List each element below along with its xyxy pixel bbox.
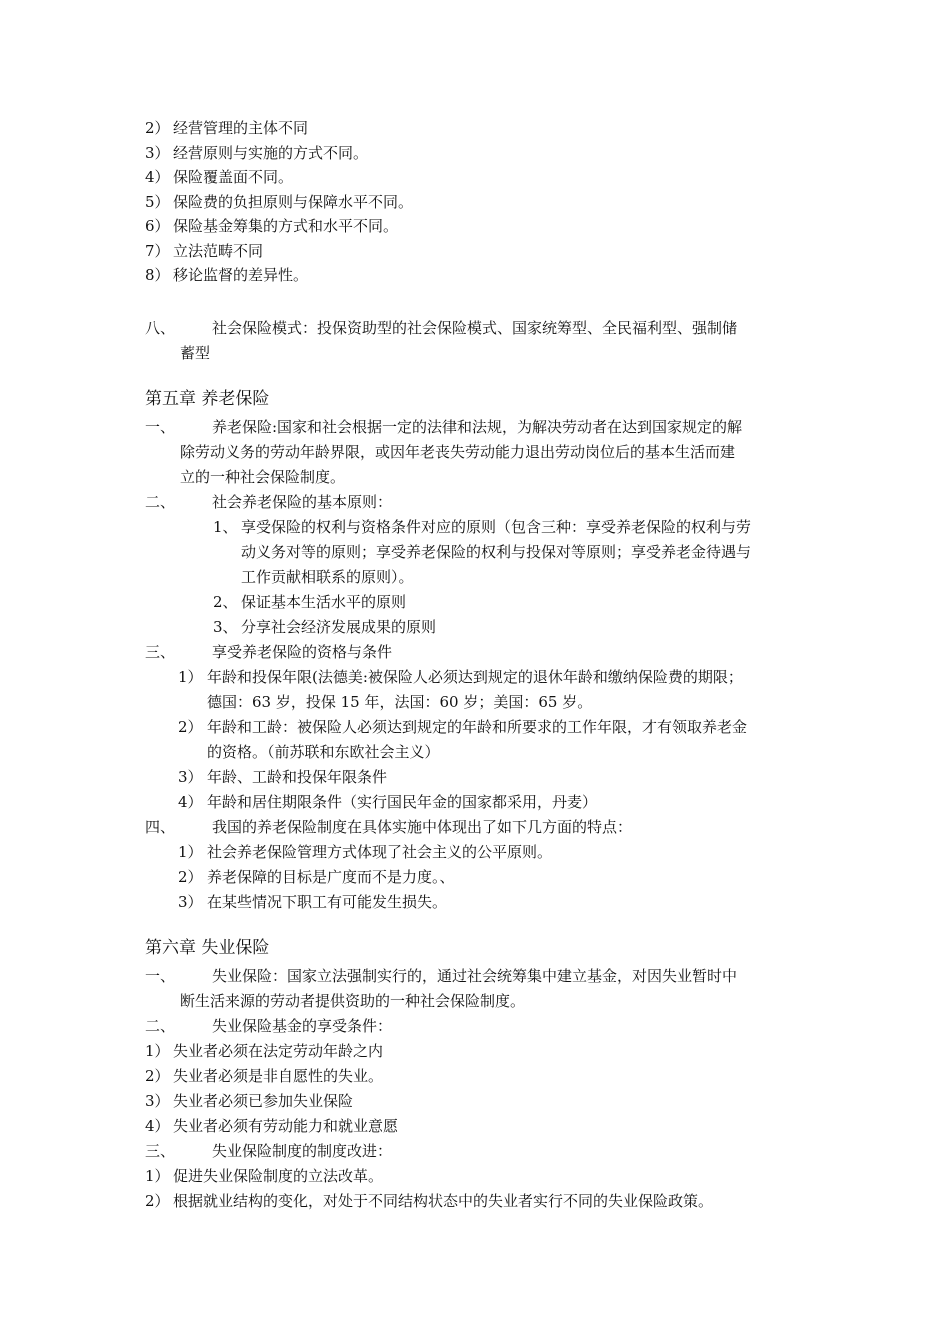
list-text: 失业者必须有劳动能力和就业意愿 <box>173 1117 399 1135</box>
list-item <box>145 1039 383 1063</box>
section-heading: 社会养老保险的基本原则： <box>212 493 393 511</box>
list-item <box>145 116 308 140</box>
list-number: 3） <box>178 893 203 911</box>
section-number: 三、 <box>145 643 176 661</box>
list-number: 3） <box>145 144 170 162</box>
list-text: 保险费的负担原则与保障水平不同。 <box>173 193 414 211</box>
paragraph-line: 享受保险的权利与资格条件对应的原则（包含三种：享受养老保险的权利与劳 <box>241 518 752 536</box>
section-heading: 失业保险基金的享受条件： <box>212 1017 393 1035</box>
list-number: 2） <box>145 119 170 137</box>
list-item <box>145 214 398 238</box>
list-item <box>145 165 293 189</box>
list-number: 1） <box>178 668 203 686</box>
section-heading: 失业保险制度的制度改进： <box>212 1142 393 1160</box>
list-item <box>145 1189 713 1213</box>
section-heading: 我国的养老保险制度在具体实施中体现出了如下几方面的特点： <box>212 818 633 836</box>
list-number: 1） <box>145 1167 170 1185</box>
section-number: 八、 <box>145 319 176 337</box>
chapter-title: 第六章 失业保险 <box>145 938 270 958</box>
paragraph-line: 分享社会经济发展成果的原则 <box>241 618 437 636</box>
list-number: 4） <box>178 793 203 811</box>
section-number: 一、 <box>145 418 176 436</box>
list-number: 6） <box>145 217 170 235</box>
list-number: 3） <box>145 1092 170 1110</box>
list-number: 2、 <box>213 593 238 611</box>
chapter-title: 第五章 养老保险 <box>145 389 270 409</box>
list-number: 8） <box>145 266 170 284</box>
paragraph-line: 的资格。（前苏联和东欧社会主义） <box>207 743 440 761</box>
paragraph-line: 立的一种社会保险制度。 <box>180 468 346 486</box>
paragraph-line: 德国：63 岁，投保 15 年，法国：60 岁；美国：65 岁。 <box>207 693 593 711</box>
list-number: 3、 <box>213 618 238 636</box>
list-number: 3） <box>178 768 203 786</box>
list-text: 失业者必须是非自愿性的失业。 <box>173 1067 384 1085</box>
paragraph-line: 养老保障的目标是广度而不是力度。、 <box>207 868 455 886</box>
paragraph-line: 失业保险：国家立法强制实行的，通过社会统筹集中建立基金，对因失业暂时中 <box>212 967 738 985</box>
section-number: 二、 <box>145 1017 176 1035</box>
list-text: 经营原则与实施的方式不同。 <box>173 144 369 162</box>
list-text: 立法范畴不同 <box>173 242 264 260</box>
paragraph-line: 年龄、工龄和投保年限条件 <box>207 768 388 786</box>
list-text: 保险覆盖面不同。 <box>173 168 294 186</box>
section-number: 四、 <box>145 818 176 836</box>
list-text: 移论监督的差异性。 <box>173 266 309 284</box>
list-number: 1） <box>178 843 203 861</box>
paragraph-line: 断生活来源的劳动者提供资助的一种社会保险制度。 <box>180 992 526 1010</box>
paragraph-line: 社会养老保险管理方式体现了社会主义的公平原则。 <box>207 843 553 861</box>
list-text: 失业者必须在法定劳动年龄之内 <box>173 1042 384 1060</box>
list-number: 4） <box>145 168 170 186</box>
paragraph-line: 年龄和居住期限条件（实行国民年金的国家都采用，丹麦） <box>207 793 598 811</box>
list-number: 2） <box>178 868 203 886</box>
paragraph-line: 社会保险模式：投保资助型的社会保险模式、国家统筹型、全民福利型、强制储 <box>212 319 738 337</box>
paragraph-line: 在某些情况下职工有可能发生损失。 <box>207 893 448 911</box>
paragraph-line: 除劳动义务的劳动年龄界限，或因年老丧失劳动能力退出劳动岗位后的基本生活而建 <box>180 443 736 461</box>
list-number: 1） <box>145 1042 170 1060</box>
list-item <box>145 1064 383 1088</box>
list-number: 1、 <box>213 518 238 536</box>
section-number: 一、 <box>145 967 176 985</box>
paragraph-line: 年龄和投保年限(法德美:被保险人必须达到规定的退休年龄和缴纳保险费的期限； <box>207 668 743 686</box>
list-number: 2） <box>145 1067 170 1085</box>
section-number: 三、 <box>145 1142 176 1160</box>
paragraph-line: 工作贡献相联系的原则）。 <box>241 568 414 586</box>
list-number: 7） <box>145 242 170 260</box>
list-text: 保险基金筹集的方式和水平不同。 <box>173 217 399 235</box>
list-item <box>145 141 368 165</box>
list-text: 促进失业保险制度的立法改革。 <box>173 1167 384 1185</box>
list-item <box>145 263 308 287</box>
paragraph-line: 保证基本生活水平的原则 <box>241 593 407 611</box>
section-number: 二、 <box>145 493 176 511</box>
list-item <box>145 239 263 263</box>
paragraph-line: 动义务对等的原则；享受养老保险的权利与投保对等原则；享受养老金待遇与 <box>241 543 752 561</box>
list-text: 根据就业结构的变化，对处于不同结构状态中的失业者实行不同的失业保险政策。 <box>173 1192 714 1210</box>
list-number: 5） <box>145 193 170 211</box>
list-number: 2） <box>178 718 203 736</box>
paragraph-line: 蓄型 <box>180 344 211 362</box>
list-item <box>145 1114 398 1138</box>
paragraph-line: 养老保险:国家和社会根据一定的法律和法规，为解决劳动者在达到国家规定的解 <box>212 418 743 436</box>
list-text: 经营管理的主体不同 <box>173 119 309 137</box>
list-text: 失业者必须已参加失业保险 <box>173 1092 354 1110</box>
list-number: 2） <box>145 1192 170 1210</box>
section-heading: 享受养老保险的资格与条件 <box>212 643 393 661</box>
list-number: 4） <box>145 1117 170 1135</box>
paragraph-line: 年龄和工龄：被保险人必须达到规定的年龄和所要求的工作年限，才有领取养老金 <box>207 718 748 736</box>
list-item <box>145 1089 353 1113</box>
list-item <box>145 190 413 214</box>
list-item <box>145 1164 383 1188</box>
